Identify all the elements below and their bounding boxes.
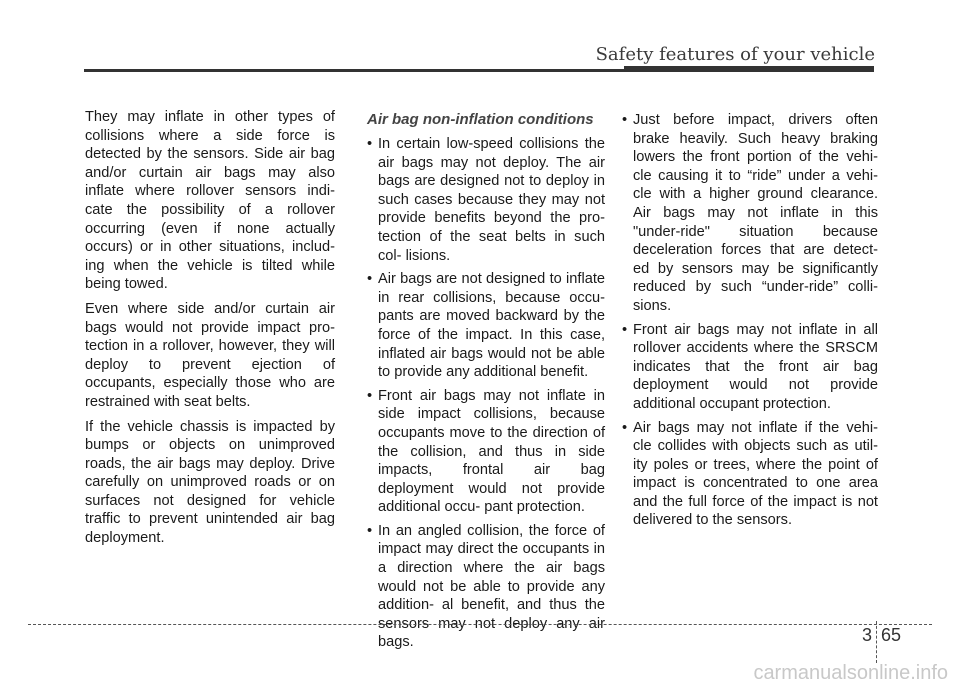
page-number-divider [876,621,877,663]
paragraph: Even where side and/or curtain air bags would not provide impact pro- tection in a rollover, however, they will deploy to prevent ejection of occupants, especially those who are restrained with seat belts. [85,300,335,410]
column-middle [367,111,605,657]
page-number [858,623,901,663]
watermark: carmanualsonline.info [753,662,948,684]
bullet-list [367,135,605,652]
list-item: • Air bags are not designed to inflate in rear collisions, because occu- pants are moved backward by the force of the impact. In this case, inflated air bags would not be able to provide any additional benefit. [367,270,605,382]
chapter-number: 3 [861,625,872,645]
list-item: • In an angled collision, the force of impact may direct the occupants in a direction where the air bags would not be able to provide any addition- al benefit, and thus the sensors may not deploy any air bags. [367,522,605,652]
list-item: • Just before impact, drivers often brake heavily. Such heavy braking lowers the front portion of the vehi- cle causing it to “ride” under a vehi- cle with a higher ground clearance. Air bags may not inflate in this "under-ride" situation because deceleration forces that are detect- ed by sensors may be significantly reduced by such “under-ride” colli- sions. [622,111,878,316]
list-item: • Front air bags may not inflate in side impact collisions, because occupants move to the direction of the collision, and thus in side impacts, frontal air bag deployment would not provide additional occu- pant protection. [367,387,605,517]
paragraph: They may inflate in other types of collisions where a side force is detected by the sensors. Side air bag and/or curtain air bags may also inflate where rollover sensors indi- cate the possibility of a rollover occurring (even if none actually occurs) or in other situations, includ- ing when the vehicle is tilted while being towed. [85,109,335,293]
list-item: • Air bags may not inflate if the vehi- cle collides with objects such as util- ity poles or trees, where the point of impact is concentrated to one area and the full force of the impact is not delivered to the sensors. [622,419,878,531]
list-item: • In certain low-speed collisions the air bags may not deploy. The air bags are designed not to deploy in such cases because they may not provide benefits beyond the pro- tection of the seat belts in such col- lisions. [367,135,605,265]
paragraph: If the vehicle chassis is impacted by bumps or objects on unimproved roads, the air bags may deploy. Drive carefully on unimproved roads or on surfaces not designed for vehicle traffic to prevent unintended air bag deployment. [85,418,335,547]
section-title: Safety features of your vehicle [595,44,875,65]
list-item: • Front air bags may not inflate in all rollover accidents where the SRSCM indicates that the front air bag deployment would not provide additional occupant protection. [622,321,878,414]
column-right [622,111,878,535]
bullet-list [622,111,878,530]
page-number-value: 65 [881,625,902,645]
column-left [85,108,335,554]
section-heading: Air bag non-inflation conditions [367,111,594,128]
header-rule-accent [624,66,874,72]
footer-rule [28,624,932,625]
